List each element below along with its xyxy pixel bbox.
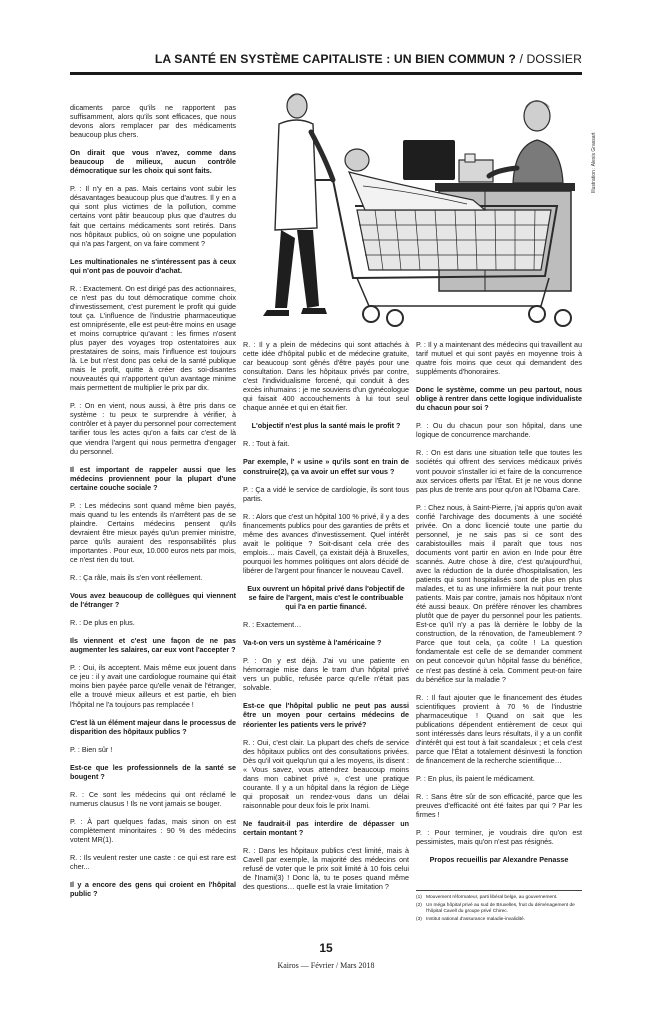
interview-answer: P. : Ça a vidé le service de cardiologie, ils sont tous partis. [243,484,409,503]
footnote-number: (1) [416,895,422,900]
doctor-figure [263,94,333,316]
interview-answer: R. : Ils veulent rester une caste : ce qui est rare est cher... [70,853,236,872]
dossier-title: LA SANTÉ EN SYSTÈME CAPITALISTE : UN BIEN COMMUN ? [154,52,516,66]
footnote-text: Un méga hôpital privé au sud de Bruxelles, fruit du déménagement de l'hôpital Cavell du groupe privé Chirec. [426,903,575,914]
header-title [155,52,582,66]
interview-answer: P. : Il n'y en a pas. Mais certains vont subir les désavantages beaucoup plus que d'autres. Il y en a qui sont plus victimes de la pollution, comme certains vont pâtir beaucoup plus que d'autres du fait que certains médicaments sont retirés. Dans nos hôpitaux publics, où on soigne une population qui n'a pas l'argent, on va faire comment ? [70,184,236,248]
footnote-text: Institut national d'assurance maladie-invalidité. [426,917,526,922]
interview-question: On dirait que vous n'avez, comme dans beaucoup de milieux, aucun contrôle démocratique sur les choix qui sont faits. [70,148,236,176]
interview-answer: P. : On y est déjà. J'ai vu une patiente en hémorragie mise dans le tram d'un hôpital privé vers un public, refusée parce qu'elle n'était pas solvable. [243,656,409,693]
interview-question: Eux ouvrent un hôpital privé dans l'objectif de se faire de l'argent, mais c'est le contribuable qui l'a en partie financé. [247,583,405,612]
interview-answer: R. : Ce sont les médecins qui ont réclamé le numerus clausus ! Ils ne vont jamais se bouger. [70,789,236,808]
interview-answer: R. : Tout à fait. [243,439,290,449]
interview-answer: R. : Oui, c'est clair. La plupart des chefs de service des hôpitaux publics ont des consultations privées. Dès qu'il voit quelqu'un qui a les moyens, ils disent : « Vous savez, vous attendrez beaucoup moins dans mon cabinet privé », c'est une pratique courante. Il y a un hôpital dans la région de Liège qui proposait un rendez-vous dans un délai raisonnable pour deux fois le prix Inami. [243,737,409,810]
interview-question: Ils viennent et c'est une façon de ne pas augmenter les salaires, car eux vont l'accepter ? [70,636,236,655]
interview-question: Les multinationales ne s'intéressent pas à ceux qui n'ont pas de pouvoir d'achat. [70,256,236,275]
interview-question: Vous avez beaucoup de collègues qui viennent de l'étranger ? [70,591,236,610]
footnote [416,895,582,901]
interview-answer: P. : On en vient, nous aussi, à être pris dans ce système : tu peux te surprendre à vérifier, à contrôler et à payer du personnel pour correctement tarifier tous les actes qu'on a faits car c'est de là que viendra l'argent qui nous permettra d'engager du personnel. [70,401,236,456]
interview-question: Est-ce que l'hôpital public ne peut pas aussi être un moyen pour certains médecins de réorienter les patients vers le privé? [243,701,409,729]
interview-answer: P. : En plus, ils paient le médicament. [416,773,535,783]
interview-answer: P. : Chez nous, à Saint-Pierre, j'ai appris qu'on avait confié l'archivage des documents à une société privée. On a donc licencié toute une partie du personnel, je ne sais pas si ce sont des carabistouilles mais il paraît que tous nos documents vont partir en avion en Inde pour être scannés. Autre chose à dire, c'est qu'aujourd'hui, avec la réduction de la durée d'hospitalisation, les patients qui sont hospitalisés sont de plus en plus malades, et tu as une infirmière la nuit pour trente patients. Mais par contre, jamais nos hôpitaux n'ont été aussi beaux. On préfère rénover les chambres plutôt que de payer du personnel pour les patients. Est-ce qu'il n'y a pas là derrière le lobby de la construction, de la rénovation, de l'ameublement ? Parce que tout cela, ça coûte ! La question fondamentale est celle de se demander comment on peut concevoir qu'un hôpital fasse du bénéfice, ce n'est pas destiné à cela. Comment peut-on faire du bénéfice sur la maladie ? [416,502,582,684]
interview-question: Par exemple, l' « usine » qu'ils sont en train de construire(2), ça va avoir un effet sur vous ? [243,457,409,476]
interview-answer: R. : Sans être sûr de son efficacité, parce que les preuves d'efficacité ont été faites par qui ? Par les firmes ! [416,792,582,820]
interview-answer: R. : Ça râle, mais ils s'en vont réellement. [70,573,203,583]
interview-question: Il y a encore des gens qui croient en l'hôpital public ? [70,880,236,899]
interview-answer: R. : Exactement. On est dirigé pas des actionnaires, ce n'est pas du tout démocratique comme choix d'investissement, c'est purement le profit qui guide tout ça. L'influence de l'industrie pharmaceutique est omniprésente, elle est peut-être moins en usage et moins corruptrice qu'avant : les firmes n'osent plus payer des voyages trop ostentatoires aux prestataires de soins, mais l'influence est toujours là. Le but n'est donc pas celui de la santé publique mais le profit, quitte à créer des soi-disantes nouveautés qui n'apportent qu'un avantage minime mais permettent de multiplier le prix par dix. [70,283,236,393]
page-header [70,50,582,78]
interview-question: Donc le système, comme un peu partout, nous oblige à rentrer dans cette logique individualiste du chacun pour soi ? [416,385,582,413]
receptionist-figure [489,100,563,183]
footnotes-list [416,895,582,925]
interview-question: L'objectif n'est plus la santé mais le profit ? [251,421,401,431]
interview-answer: R. : Alors que c'est un hôpital 100 % privé, il y a des financements publics pour des garanties de prêts et même des avances d'investissement. Quel intérêt avait le politique ? Soit-disant cela crée des emplois… mais Cavell, ça existait déjà à Bruxelles, pourquoi les hommes politiques ont alors décidé de libérer de l'argent pour financer le nouveau Cavell. [243,511,409,575]
interview-answer: R. : De plus en plus. [70,618,135,628]
interview-answer: P. : Bien sûr ! [70,744,113,754]
interview-answer: P. : Ou du chacun pour son hôpital, dans une logique de concurrence marchande. [416,421,582,440]
illustration-hospital-trolley [245,88,580,328]
header-rule [70,72,582,75]
cash-register [403,140,493,182]
illustration-credit-text: Illustration : Alexis Grassart [591,132,597,193]
footnotes-rule [416,890,582,891]
footnote-number: (3) [416,917,422,922]
interview-question: Il est important de rappeler aussi que les médecins proviennent pour la plupart d'une certaine couche sociale ? [70,464,236,492]
interview-question: C'est là un élément majeur dans le processus de disparition des hôpitaux publics ? [70,717,236,736]
footnote-number: (2) [416,903,422,908]
interview-answer: P. : Il y a maintenant des médecins qui travaillent au tarif mutuel et qui sont payés en moyenne trois à quatre fois moins que ceux qui demandent des suppléments d'honoraires. [416,340,582,377]
header-separator: / [515,52,527,66]
interview-question: Est-ce que les professionnels de la santé se bougent ? [70,762,236,781]
interview-answer: P. : Les médecins sont quand même bien payés, mais quand tu les entends ils n'arrêtent pas de se plaindre. Certains médecins pensent qu'ils devraient être mieux payés qu'un premier ministre, parce qu'ils auraient des responsabilités plus importantes . Pour eux, 10.000 euros nets par mois, ce n'est rien du tout. [70,500,236,565]
interview-answer: R. : On est dans une situation telle que toutes les sociétés qui offrent des services médicaux privés vont pouvoir s'installer ici et faire de la concurrence aux services offerts par l'État. Et je ne vous donne pas plus de trente ans pour qu'on ait l'Obama Care. [416,448,582,494]
illustration-credit [591,103,599,193]
page-number: 15 [319,941,333,955]
footnote [416,917,582,923]
interview-answer: R. : Il faut ajouter que le financement des études scientifiques provient à 70 % de l'industrie pharmaceutique ! Quand on sait que les publications dépendent entièrement de ceux qui sont intéressés dans leurs résultats, il y a un conflit d'intérêt qui est tout à fait scandaleux ; et cela c'est parce que l'État a totalement désinvesti la fonction de financement de la recherche scientifique… [416,692,582,765]
footnote-text: Mouvement réformateur, parti libéral belge, au gouvernement. [426,895,558,900]
footnote [416,903,582,915]
article-column-2 [243,340,409,900]
interview-answer: R. : Exactement… [243,620,302,630]
interview-question: Va-t-on vers un système à l'américaine ? [243,638,382,648]
interview-answer: P. : À part quelques fadas, mais sinon on est complètement minoritaires : 90 % des médecins votent MR(1). [70,816,236,844]
interview-answer: R. : Dans les hôpitaux publics c'est limité, mais à Cavell par exemple, la majorité des médecins ont refusé de voter que le prix soit limité à 10 fois celui de l'Inami(3) ! Donc là, tu te poses quand même des questions… quelle est la vraie limitation ? [243,846,409,892]
interview-answer: P. : Pour terminer, je voudrais dire qu'on est pessimistes, mais qu'on n'est pas résignés. [416,828,582,847]
article-column-1 [70,103,236,907]
interview-answer: P. : Oui, ils acceptent. Mais même eux jouent dans ce jeu : il y avait une cardiologue roumaine qui était moins bien payée parce qu'elle venait de l'étranger, elle a trouvé mieux ailleurs et est partie, eh bien l'hôpital ne l'a toujours pas remplacée ! [70,663,236,709]
section-label: DOSSIER [526,52,582,66]
interview-question: Propos recueillis par Alexandre Penasse [429,855,569,865]
interview-answer: dicaments parce qu'ils ne rapportent pas suffisamment, alors qu'ils sont efficaces, que nous devons alors remplacer par des médicaments beaucoup plus chers. [70,103,236,140]
interview-question: Ne faudrait-il pas interdire de dépasser un certain montant ? [243,818,409,837]
footer-publication: Kairos — Février / Mars 2018 [277,961,375,970]
article-column-3 [416,340,582,873]
interview-answer: R. : Il y a plein de médecins qui sont attachés à cette idée d'hôpital public et de médecine gratuite, car beaucoup sont gênés d'être payés pour une consultation. Dans les hôpitaux privés par contre, c'est l'individualisme forcené, qui conduit à des excès inhumains : je me souviens d'un gynécologue qui faisait 400 accouchements à lui tout seul chaque année et qui en était fier. [243,340,409,413]
